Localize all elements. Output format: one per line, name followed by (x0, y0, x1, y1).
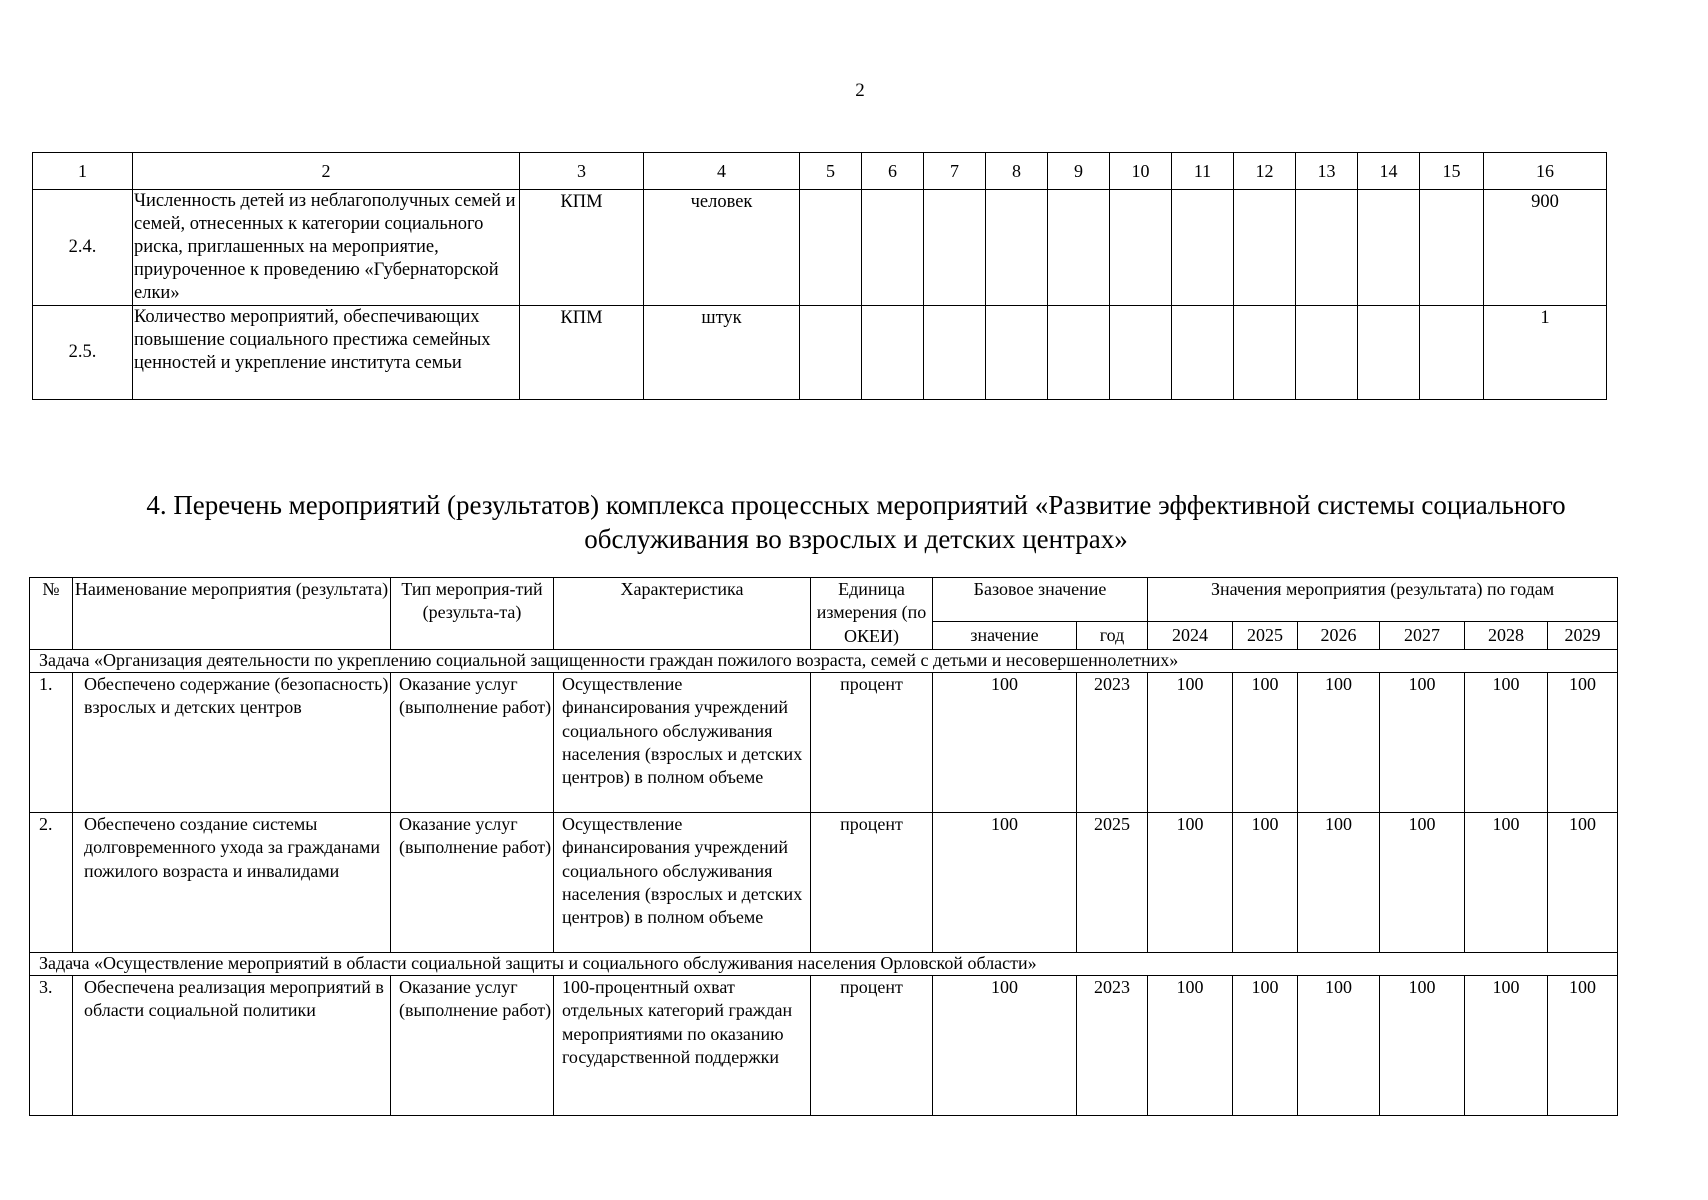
column-number: 10 (1110, 153, 1172, 190)
base-year: 2023 (1077, 673, 1148, 813)
header-base-year: год (1077, 622, 1148, 650)
measure-type: Оказание услуг (выполнение работ) (391, 813, 554, 953)
header-year: 2025 (1233, 622, 1298, 650)
header-type: Тип мероприя-тий (результа-та) (391, 578, 554, 650)
year-value: 100 (1148, 813, 1233, 953)
column-number: 11 (1172, 153, 1234, 190)
column-number: 15 (1420, 153, 1484, 190)
measure-type: Оказание услуг (выполнение работ) (391, 976, 554, 1116)
indicators-table (32, 152, 1607, 400)
base-year: 2023 (1077, 976, 1148, 1116)
column-number: 14 (1358, 153, 1420, 190)
measure-name: Обеспечена реализация мероприятий в области социальной политики (73, 976, 391, 1116)
row-number: 2.4. (33, 190, 133, 306)
task-row (30, 953, 1618, 976)
task-row (30, 650, 1618, 673)
column-number: 1 (33, 153, 133, 190)
year-value: 100 (1548, 813, 1618, 953)
measure-characteristic: Осуществление финансирования учреждений социального обслуживания населения (взрослых и детских центров) в полном объеме (554, 673, 811, 813)
measure-name: Обеспечено создание системы долговременного ухода за гражданами пожилого возраста и инвалидами (73, 813, 391, 953)
page-number: 2 (855, 80, 865, 101)
measure-characteristic: Осуществление финансирования учреждений социального обслуживания населения (взрослых и детских центров) в полном объеме (554, 813, 811, 953)
row-number: 1. (30, 673, 73, 813)
section-title: 4. Перечень мероприятий (результатов) комплекса процессных мероприятий «Развитие эффективной системы социального обслуживания во взрослых и детских центрах» (146, 490, 1566, 554)
indicator-value: 1 (1484, 306, 1607, 400)
table-row (33, 306, 1607, 400)
measure-characteristic: 100-процентный охват отдельных категорий граждан мероприятиями по оказанию государственной поддержки (554, 976, 811, 1116)
indicator-unit: человек (644, 190, 800, 306)
table-row (30, 976, 1618, 1116)
measure-unit: процент (811, 976, 933, 1116)
header-name: Наименование мероприятия (результата) (73, 578, 391, 650)
row-number: 3. (30, 976, 73, 1116)
indicator-type: КПМ (520, 306, 644, 400)
year-value: 100 (1298, 673, 1380, 813)
year-value: 100 (1380, 673, 1465, 813)
task-title: Задача «Осуществление мероприятий в области социальной защиты и социального обслуживания населения Орловской области» (30, 953, 1618, 976)
year-value: 100 (1465, 673, 1548, 813)
table-row (33, 190, 1607, 306)
year-value: 100 (1148, 673, 1233, 813)
header-base-value: значение (933, 622, 1077, 650)
row-number: 2. (30, 813, 73, 953)
year-value: 100 (1380, 976, 1465, 1116)
table-row (30, 813, 1618, 953)
indicator-name: Численность детей из неблагополучных семей и семей, отнесенных к категории социального риска, приглашенных на мероприятие, приуроченное к проведению «Губернаторской елки» (133, 190, 520, 306)
measure-unit: процент (811, 673, 933, 813)
header-year: 2027 (1380, 622, 1465, 650)
header-by-years: Значения мероприятия (результата) по годам (1148, 578, 1618, 622)
header-year: 2026 (1298, 622, 1380, 650)
measure-type: Оказание услуг (выполнение работ) (391, 673, 554, 813)
column-number-row (33, 153, 1607, 190)
year-value: 100 (1380, 813, 1465, 953)
year-value: 100 (1233, 976, 1298, 1116)
header-unit: Единица измерения (по ОКЕИ) (811, 578, 933, 650)
column-number: 9 (1048, 153, 1110, 190)
year-value: 100 (1233, 813, 1298, 953)
measure-name: Обеспечено содержание (безопасность) взрослых и детских центров (73, 673, 391, 813)
year-value: 100 (1148, 976, 1233, 1116)
measure-unit: процент (811, 813, 933, 953)
year-value: 100 (1233, 673, 1298, 813)
row-number: 2.5. (33, 306, 133, 400)
column-number: 13 (1296, 153, 1358, 190)
indicator-type: КПМ (520, 190, 644, 306)
column-number: 6 (862, 153, 924, 190)
year-value: 100 (1298, 813, 1380, 953)
year-value: 100 (1465, 813, 1548, 953)
header-base: Базовое значение (933, 578, 1148, 622)
year-value: 100 (1548, 673, 1618, 813)
header-year: 2024 (1148, 622, 1233, 650)
year-value: 100 (1298, 976, 1380, 1116)
column-number: 16 (1484, 153, 1607, 190)
header-characteristic: Характеристика (554, 578, 811, 650)
table-row (30, 673, 1618, 813)
column-number: 2 (133, 153, 520, 190)
base-year: 2025 (1077, 813, 1148, 953)
indicator-name: Количество мероприятий, обеспечивающих повышение социального престижа семейных ценностей и укрепление института семьи (133, 306, 520, 400)
column-number: 3 (520, 153, 644, 190)
year-value: 100 (1548, 976, 1618, 1116)
base-value: 100 (933, 813, 1077, 953)
column-number: 4 (644, 153, 800, 190)
indicator-value: 900 (1484, 190, 1607, 306)
header-number: № (30, 578, 73, 650)
header-year: 2029 (1548, 622, 1618, 650)
base-value: 100 (933, 976, 1077, 1116)
header-year: 2028 (1465, 622, 1548, 650)
column-number: 8 (986, 153, 1048, 190)
column-number: 12 (1234, 153, 1296, 190)
indicator-unit: штук (644, 306, 800, 400)
year-value: 100 (1465, 976, 1548, 1116)
task-title: Задача «Организация деятельности по укреплению социальной защищенности граждан пожилого возраста, семей с детьми и несовершеннолетних» (30, 650, 1618, 673)
base-value: 100 (933, 673, 1077, 813)
measures-table (29, 577, 1618, 1116)
column-number: 7 (924, 153, 986, 190)
column-number: 5 (800, 153, 862, 190)
